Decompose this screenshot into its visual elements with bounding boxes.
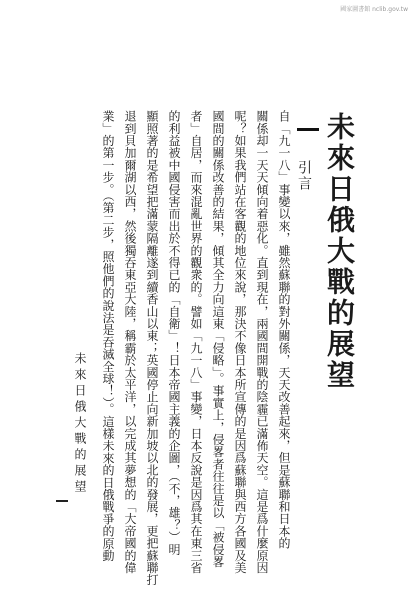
body-line: 呢？如果我們站在客觀的地位來說，那決不像日本所宣傳的是因爲蘇聯與西方各國及美: [233, 110, 247, 574]
body-line: 關係却一天天傾向着惡化。直到現在，兩國間開戰的陰霾已滿佈天空。這是爲什麼原因: [255, 110, 269, 574]
section-number-mark: [297, 128, 319, 131]
running-title: 未來日俄大戰的展望: [73, 352, 87, 496]
page-title: 未來日俄大戰的展望: [323, 112, 356, 391]
page-number-mark: [56, 500, 68, 502]
body-line: 業」的第一步。（第二步，照他們的說法是吞滅全球！）。這樣未來的日俄戰爭的原動: [101, 110, 115, 562]
body-line: 國間的關係改善的結果，傾其全力向這東「侵略」。事實上，侵畧者往往是以「被侵畧: [211, 110, 225, 568]
body-line: 顯照著的是希望把滿蒙隔離遂到續香山以東；英國停止向新加坡以北的發展，更把蘇聯打: [145, 110, 159, 586]
body-line: 退到貝加爾湖以西，然後獨吞東亞大陸，稱霸於太平洋，以完成其夢想的「大帝國的偉: [123, 110, 137, 574]
watermark: 國家圖書館 nclib.gov.tw: [340, 6, 408, 13]
body-line: 者」自居，而來混亂世界的觀衆的。譬如「九一八」事變，日本反說是因爲其在東三省: [189, 110, 203, 574]
section-title: 引言: [296, 160, 312, 192]
body-line: 自「九一八」事變以來，雖然蘇聯的對外關係，天天改善起來，但是蘇聯和日本的: [277, 110, 291, 550]
body-line: 的利益被中國侵害而出於不得已的「自衛」！日本帝國主義的企圖，（不，雄？）明: [167, 110, 181, 556]
